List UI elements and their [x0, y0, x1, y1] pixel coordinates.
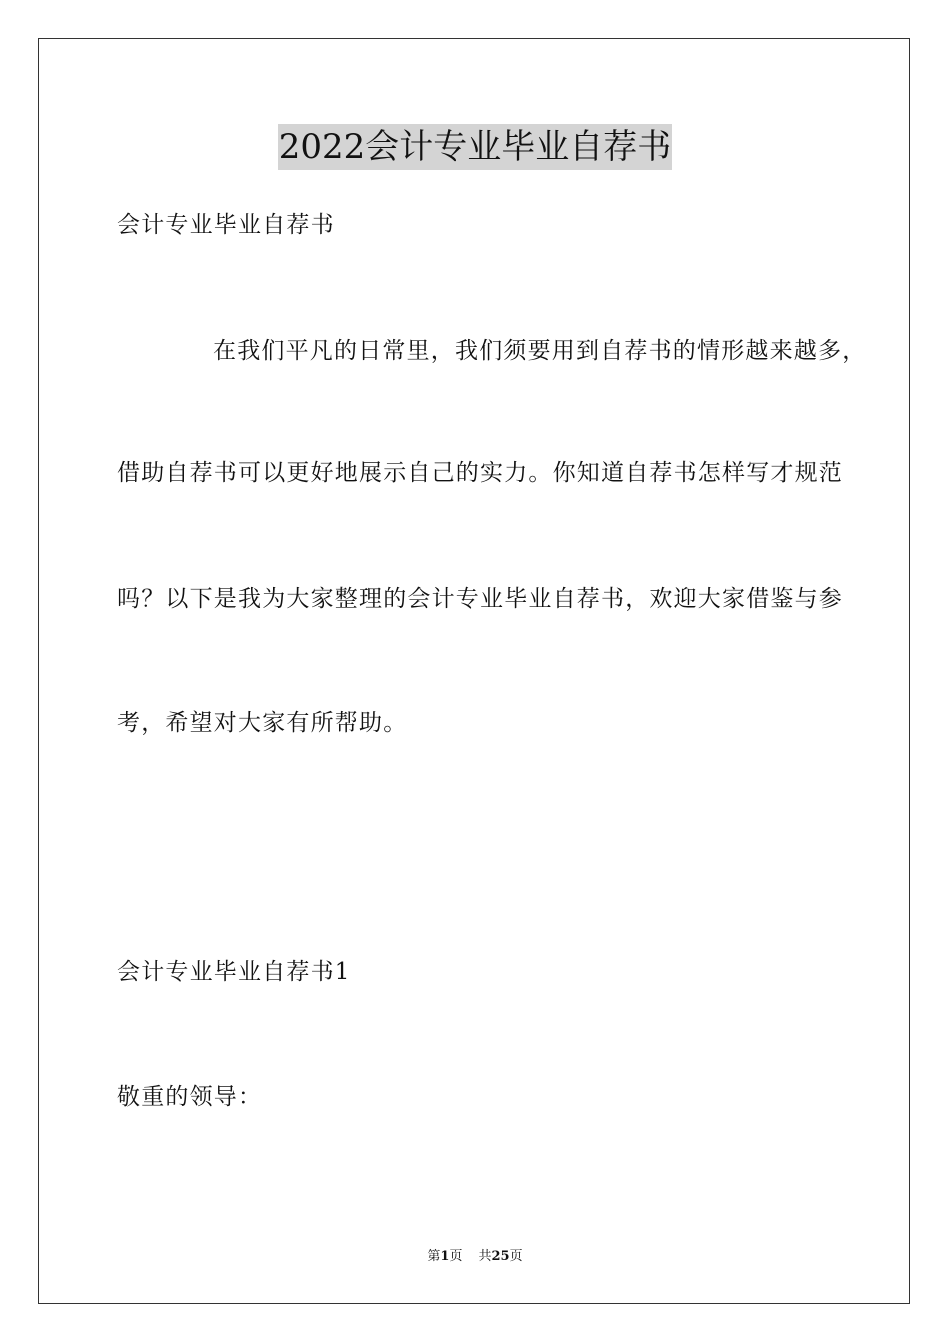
footer-total-prefix: 共 [478, 1249, 492, 1264]
paragraph-line-4: 考，希望对大家有所帮助。 [117, 710, 408, 736]
footer-page-prefix: 第 [427, 1249, 441, 1264]
paragraph-line-2: 借助自荐书可以更好地展示自己的实力。你知道自荐书怎样写才规范 [117, 460, 843, 486]
paragraph-line-1: 在我们平凡的日常里，我们须要用到自荐书的情形越来越多， [213, 338, 867, 364]
salutation: 敬重的领导： [117, 1084, 263, 1110]
footer-page-number: 1 [440, 1249, 450, 1264]
document-subtitle: 会计专业毕业自荐书 [117, 212, 335, 238]
section-heading: 会计专业毕业自荐书1 [117, 959, 351, 985]
document-title-text: 2022会计专业毕业自荐书 [278, 124, 673, 170]
page-footer [0, 1248, 950, 1266]
paragraph-line-3: 吗？以下是我为大家整理的会计专业毕业自荐书，欢迎大家借鉴与参 [117, 586, 843, 612]
document-title [0, 124, 950, 177]
footer-total-pages: 25 [491, 1249, 510, 1264]
footer-total-suffix: 页 [509, 1249, 523, 1264]
footer-page-suffix: 页 [449, 1249, 463, 1264]
